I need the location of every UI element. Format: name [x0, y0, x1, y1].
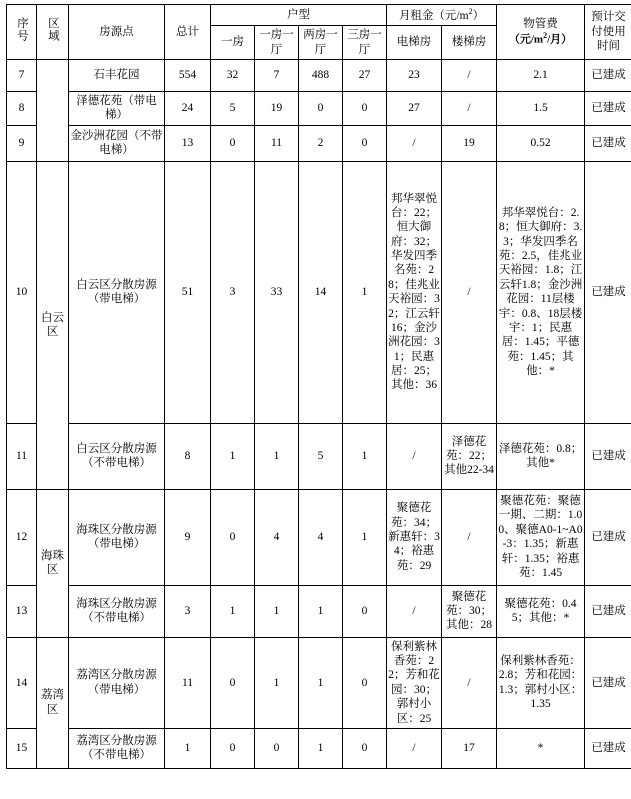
header-unit-type-1: 一房 [211, 26, 255, 60]
cell-total: 24 [165, 91, 211, 125]
cell-total: 3 [165, 585, 211, 637]
cell-total: 554 [165, 59, 211, 91]
cell-type-4: 0 [343, 637, 387, 728]
header-total: 总计 [165, 5, 211, 60]
cell-delivery: 已建成 [585, 637, 631, 728]
cell-rent-elevator: / [387, 585, 442, 637]
cell-type-4: 0 [343, 728, 387, 768]
cell-area: 白云区 [37, 161, 69, 489]
cell-type-1: 1 [211, 423, 255, 489]
header-site: 房源点 [69, 5, 165, 60]
cell-rent-elevator: 邦华翠悦台：22；恒大御府：32；华发四季名苑：28；佳兆业天裕园：32；江云轩16；金沙洲花园：31；民惠居：25；其他：36 [387, 161, 442, 423]
header-fee-unit-sup: 2 [543, 31, 547, 40]
cell-type-3: 5 [299, 423, 343, 489]
cell-total: 1 [165, 728, 211, 768]
cell-type-4: 0 [343, 125, 387, 161]
cell-site: 金沙洲花园（不带电梯） [69, 125, 165, 161]
cell-fee: 聚德花苑：0.45；其他：* [497, 585, 585, 637]
cell-fee: 聚德花苑：聚德一期、二期：1.00、聚德A0-1~A0-3：1.35；新惠轩：1.35；裕惠苑：1.45 [497, 489, 585, 585]
cell-type-3: 1 [299, 585, 343, 637]
cell-rent-elevator: 保利紫林香苑：22；芳和花园：30；郭村小区：25 [387, 637, 442, 728]
cell-delivery: 已建成 [585, 91, 631, 125]
cell-type-2: 4 [255, 489, 299, 585]
cell-seq: 15 [7, 728, 37, 768]
table-row [7, 728, 631, 768]
cell-type-4: 0 [343, 91, 387, 125]
cell-delivery: 已建成 [585, 489, 631, 585]
cell-fee: 2.1 [497, 59, 585, 91]
header-seq-label: 序号 [15, 17, 28, 42]
cell-type-3: 1 [299, 728, 343, 768]
cell-type-1: 0 [211, 489, 255, 585]
cell-seq: 14 [7, 637, 37, 728]
cell-total: 8 [165, 423, 211, 489]
cell-site: 海珠区分散房源（不带电梯） [69, 585, 165, 637]
table-row [7, 637, 631, 728]
cell-type-3: 488 [299, 59, 343, 91]
cell-fee: 泽德花苑：0.8；其他* [497, 423, 585, 489]
cell-fee: 0.52 [497, 125, 585, 161]
cell-delivery: 已建成 [585, 161, 631, 423]
cell-type-2: 1 [255, 585, 299, 637]
cell-type-1: 5 [211, 91, 255, 125]
cell-type-2: 7 [255, 59, 299, 91]
header-monthly-rent-sup: 2 [469, 7, 473, 16]
header-unit-type-4: 三房一厅 [343, 26, 387, 60]
cell-type-3: 2 [299, 125, 343, 161]
header-property-fee-label: 物管费 [498, 17, 583, 31]
cell-total: 13 [165, 125, 211, 161]
cell-fee: 1.5 [497, 91, 585, 125]
header-area [37, 5, 69, 60]
cell-type-2: 33 [255, 161, 299, 423]
cell-rent-stairs: / [442, 489, 497, 585]
cell-type-1: 0 [211, 728, 255, 768]
cell-seq: 10 [7, 161, 37, 423]
cell-type-4: 27 [343, 59, 387, 91]
header-monthly-rent-tail: ） [473, 10, 485, 22]
header-unit-type-2: 一房一厅 [255, 26, 299, 60]
cell-rent-elevator: 23 [387, 59, 442, 91]
table-body [7, 59, 631, 768]
cell-type-1: 1 [211, 585, 255, 637]
cell-site: 泽德花苑（带电梯） [69, 91, 165, 125]
table-row [7, 423, 631, 489]
table-header [7, 5, 631, 60]
cell-rent-stairs: 聚德花苑：30；其他：28 [442, 585, 497, 637]
table-row [7, 59, 631, 91]
cell-rent-stairs: 19 [442, 125, 497, 161]
cell-type-3: 0 [299, 91, 343, 125]
cell-rent-elevator: 聚德花苑：34；新惠轩：34；裕惠苑：29 [387, 489, 442, 585]
cell-type-1: 0 [211, 125, 255, 161]
cell-rent-elevator: 27 [387, 91, 442, 125]
table-row [7, 585, 631, 637]
header-area-label: 区域 [46, 17, 59, 42]
cell-rent-elevator: / [387, 125, 442, 161]
header-delivery: 预计交付使用时间 [585, 5, 631, 60]
cell-delivery: 已建成 [585, 423, 631, 489]
cell-rent-elevator: / [387, 728, 442, 768]
cell-rent-elevator: / [387, 423, 442, 489]
cell-rent-stairs: / [442, 91, 497, 125]
cell-type-3: 1 [299, 637, 343, 728]
cell-type-1: 32 [211, 59, 255, 91]
cell-seq: 12 [7, 489, 37, 585]
cell-fee: 保利紫林香苑：2.8；芳和花园：1.3；郭村小区：1.35 [497, 637, 585, 728]
header-row-top [7, 5, 631, 26]
cell-area: 荔湾区 [37, 637, 69, 768]
cell-seq: 13 [7, 585, 37, 637]
cell-type-1: 0 [211, 637, 255, 728]
header-fee-unit-prefix: （元/m [509, 34, 543, 46]
cell-fee: 邦华翠悦台：2.8；恒大御府：3.3；华发四季名苑：2.5，佳兆业天裕园：1.8；江云轩1.8；金沙洲花园：11层楼宇：0.8、18层楼宇：1；民惠居：1.45；平德苑：1.45；其他：* [497, 161, 585, 423]
cell-total: 51 [165, 161, 211, 423]
cell-site: 白云区分散房源（带电梯） [69, 161, 165, 423]
header-rent-elevator: 电梯房 [387, 26, 442, 60]
header-seq [7, 5, 37, 60]
cell-area [37, 59, 69, 161]
cell-delivery: 已建成 [585, 728, 631, 768]
document-page [0, 4, 631, 799]
header-monthly-rent [387, 5, 497, 26]
cell-area: 海珠区 [37, 489, 69, 637]
cell-type-2: 19 [255, 91, 299, 125]
cell-type-2: 0 [255, 728, 299, 768]
table-row [7, 91, 631, 125]
header-property-fee-unit [498, 31, 583, 47]
cell-seq: 8 [7, 91, 37, 125]
cell-type-1: 3 [211, 161, 255, 423]
cell-rent-stairs: 17 [442, 728, 497, 768]
cell-type-2: 11 [255, 125, 299, 161]
cell-seq: 11 [7, 423, 37, 489]
cell-rent-stairs: 泽德花苑：22；其他22-34 [442, 423, 497, 489]
cell-type-2: 1 [255, 637, 299, 728]
cell-type-4: 0 [343, 585, 387, 637]
table-row [7, 125, 631, 161]
header-property-fee [497, 5, 585, 60]
cell-rent-stairs: / [442, 161, 497, 423]
cell-type-2: 1 [255, 423, 299, 489]
cell-site: 石丰花园 [69, 59, 165, 91]
cell-delivery: 已建成 [585, 585, 631, 637]
cell-seq: 7 [7, 59, 37, 91]
cell-type-3: 14 [299, 161, 343, 423]
housing-sources-table [6, 4, 631, 769]
header-rent-stairs: 楼梯房 [442, 26, 497, 60]
cell-seq: 9 [7, 125, 37, 161]
header-monthly-rent-label: 月租金（元/m [399, 10, 469, 22]
cell-delivery: 已建成 [585, 59, 631, 91]
cell-type-4: 1 [343, 489, 387, 585]
cell-fee: * [497, 728, 585, 768]
header-unit-type: 户型 [211, 5, 387, 26]
header-unit-type-3: 两房一厅 [299, 26, 343, 60]
cell-rent-stairs: / [442, 637, 497, 728]
table-row [7, 161, 631, 423]
cell-type-4: 1 [343, 161, 387, 423]
cell-type-3: 4 [299, 489, 343, 585]
header-fee-unit-tail: /月） [547, 34, 572, 46]
table-row [7, 489, 631, 585]
cell-rent-stairs: / [442, 59, 497, 91]
cell-site: 海珠区分散房源（带电梯） [69, 489, 165, 585]
cell-site: 白云区分散房源（不带电梯） [69, 423, 165, 489]
cell-site: 荔湾区分散房源（不带电梯） [69, 728, 165, 768]
cell-site: 荔湾区分散房源（带电梯） [69, 637, 165, 728]
cell-delivery: 已建成 [585, 125, 631, 161]
cell-total: 9 [165, 489, 211, 585]
cell-total: 11 [165, 637, 211, 728]
cell-type-4: 1 [343, 423, 387, 489]
